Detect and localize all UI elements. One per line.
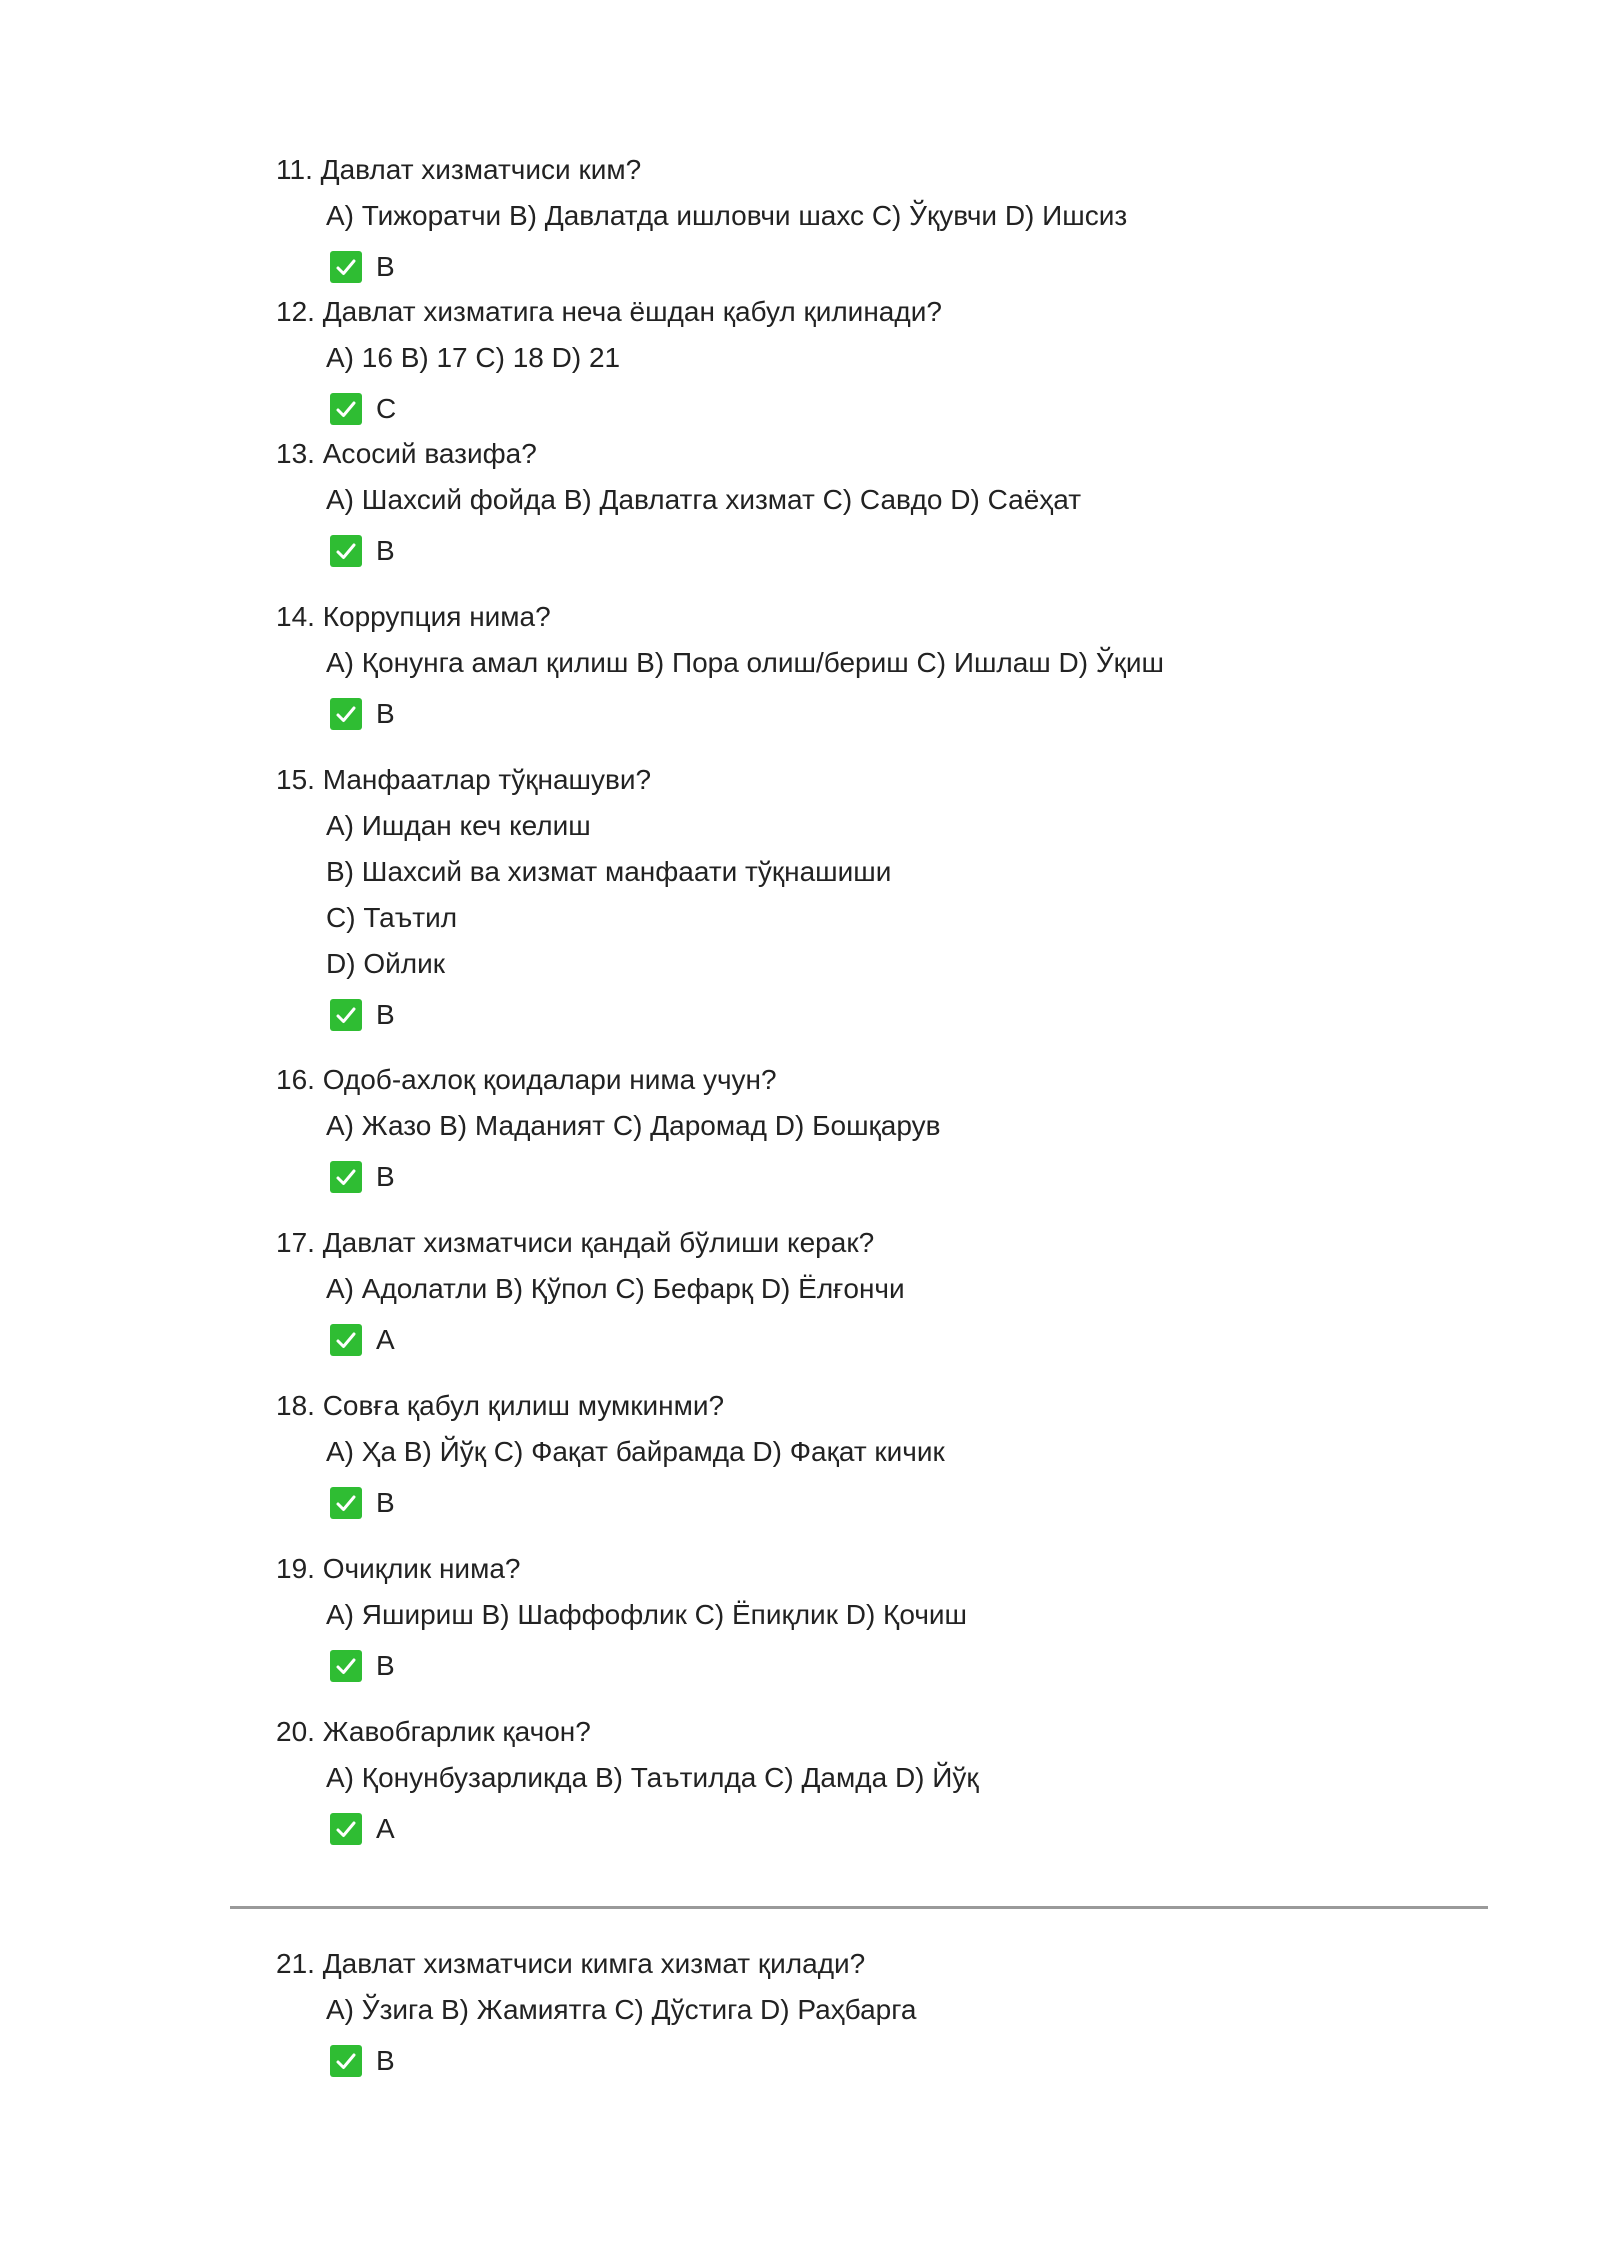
option-line: A) Қонунбузарликда B) Таътилда C) Дамда D) Йўқ bbox=[326, 1762, 979, 1793]
question-title: 12. Давлат хизматига неча ёшдан қабул қилинади? bbox=[276, 296, 942, 327]
question-options bbox=[276, 196, 1476, 242]
question-options bbox=[276, 643, 1476, 689]
question-14 bbox=[276, 597, 1476, 737]
check-mark-icon bbox=[330, 1324, 362, 1356]
correct-answer: B bbox=[376, 1487, 395, 1518]
option-line: B) Шахсий ва хизмат манфаати тўқнашиши bbox=[326, 856, 892, 887]
answer-row bbox=[276, 528, 1476, 574]
question-title: 15. Манфаатлар тўқнашуви? bbox=[276, 764, 652, 795]
question-options bbox=[276, 1269, 1476, 1315]
option-line: A) Жазо B) Маданият C) Даромад D) Бошқарув bbox=[326, 1110, 941, 1141]
check-mark-icon bbox=[330, 999, 362, 1031]
check-mark-icon bbox=[330, 251, 362, 283]
check-mark-icon bbox=[330, 1813, 362, 1845]
answer-row bbox=[276, 386, 1476, 432]
correct-answer: C bbox=[376, 393, 397, 424]
answer-row bbox=[276, 1154, 1476, 1200]
check-mark-icon bbox=[330, 1487, 362, 1519]
question-title: 17. Давлат хизматчиси қандай бўлиши керак? bbox=[276, 1227, 875, 1258]
check-mark-icon bbox=[330, 2045, 362, 2077]
answer-row bbox=[276, 992, 1476, 1038]
question-title: 19. Очиқлик нима? bbox=[276, 1553, 521, 1584]
option-line: A) Тижоратчи B) Давлатда ишловчи шахс C) Ўқувчи D) Ишсиз bbox=[326, 200, 1128, 231]
option-line: A) 16 B) 17 C) 18 D) 21 bbox=[326, 342, 621, 373]
question-options bbox=[276, 1758, 1476, 1804]
option-line: A) Ҳа B) Йўқ C) Фақат байрамда D) Фақат кичик bbox=[326, 1436, 945, 1467]
section-divider bbox=[230, 1906, 1488, 1909]
answer-row bbox=[276, 1643, 1476, 1689]
question-title: 16. Одоб-ахлоқ қоидалари нима учун? bbox=[276, 1064, 777, 1095]
question-20 bbox=[276, 1712, 1476, 1852]
question-title: 11. Давлат хизматчиси ким? bbox=[276, 154, 642, 185]
option-line: A) Шахсий фойда B) Давлатга хизмат C) Савдо D) Саёҳат bbox=[326, 484, 1082, 515]
question-title: 14. Коррупция нима? bbox=[276, 601, 551, 632]
question-18 bbox=[276, 1386, 1476, 1526]
correct-answer: B bbox=[376, 999, 395, 1030]
option-line: A) Яшириш B) Шаффофлик C) Ёпиқлик D) Қочиш bbox=[326, 1599, 968, 1630]
question-11 bbox=[276, 150, 1476, 290]
correct-answer: B bbox=[376, 1161, 395, 1192]
answer-row bbox=[276, 2038, 1476, 2084]
check-mark-icon bbox=[330, 698, 362, 730]
question-options bbox=[276, 1432, 1476, 1478]
answer-row bbox=[276, 1480, 1476, 1526]
check-mark-icon bbox=[330, 535, 362, 567]
check-mark-icon bbox=[330, 1650, 362, 1682]
correct-answer: B bbox=[376, 2045, 395, 2076]
question-options bbox=[276, 480, 1476, 526]
correct-answer: B bbox=[376, 698, 395, 729]
answer-row bbox=[276, 691, 1476, 737]
correct-answer: A bbox=[376, 1813, 395, 1844]
question-options bbox=[276, 1990, 1476, 2036]
option-line: A) Ўзига B) Жамиятга C) Дўстига D) Раҳбарга bbox=[326, 1994, 917, 2025]
question-options bbox=[276, 1106, 1476, 1152]
question-title: 20. Жавобгарлик қачон? bbox=[276, 1716, 591, 1747]
question-17 bbox=[276, 1223, 1476, 1363]
question-12 bbox=[276, 292, 1476, 432]
option-line: D) Ойлик bbox=[326, 948, 445, 979]
correct-answer: B bbox=[376, 1650, 395, 1681]
question-19 bbox=[276, 1549, 1476, 1689]
question-title: 18. Совға қабул қилиш мумкинми? bbox=[276, 1390, 725, 1421]
answer-row bbox=[276, 1806, 1476, 1852]
question-15 bbox=[276, 760, 1476, 1038]
option-line: A) Қонунга амал қилиш B) Пора олиш/бериш C) Ишлаш D) Ўқиш bbox=[326, 647, 1165, 678]
answer-row bbox=[276, 1317, 1476, 1363]
question-13 bbox=[276, 434, 1476, 574]
check-mark-icon bbox=[330, 393, 362, 425]
option-line: A) Ишдан кеч келиш bbox=[326, 810, 591, 841]
option-line: C) Таътил bbox=[326, 902, 458, 933]
question-16 bbox=[276, 1060, 1476, 1200]
correct-answer: B bbox=[376, 251, 395, 282]
question-options bbox=[276, 1595, 1476, 1641]
correct-answer: A bbox=[376, 1324, 395, 1355]
question-title: 13. Асосий вазифа? bbox=[276, 438, 537, 469]
question-21 bbox=[276, 1944, 1476, 2084]
question-options bbox=[276, 338, 1476, 384]
correct-answer: B bbox=[376, 535, 395, 566]
question-title: 21. Давлат хизматчиси кимга хизмат қилади? bbox=[276, 1948, 866, 1979]
check-mark-icon bbox=[330, 1161, 362, 1193]
option-line: A) Адолатли B) Қўпол C) Бефарқ D) Ёлғончи bbox=[326, 1273, 905, 1304]
answer-row bbox=[276, 244, 1476, 290]
question-options bbox=[276, 806, 1476, 990]
